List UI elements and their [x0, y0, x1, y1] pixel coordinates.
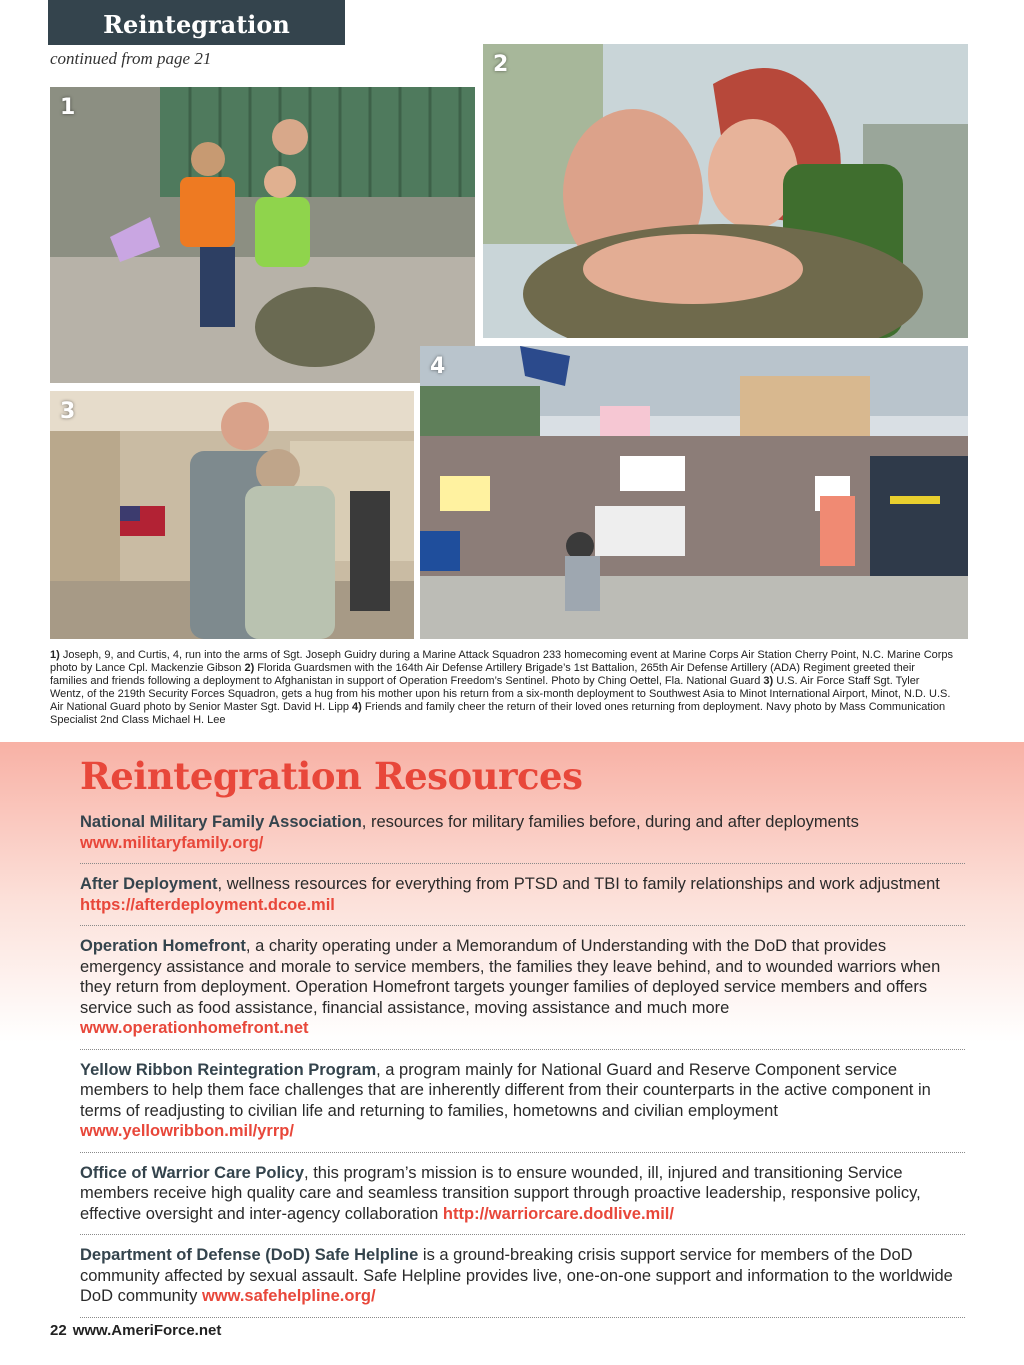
photo-3-airport-hug — [50, 391, 414, 639]
resource-description: is a ground-breaking crisis support service for members of the DoD community affected by sexual assault. Safe Helpline provides live, one-on-one support and information to the worldwide DoD community — [80, 1246, 953, 1305]
resource-description: , wellness resources for everything from PTSD and TBI to family relationships and work adjustment — [217, 875, 940, 893]
resource-link[interactable]: www.militaryfamily.org/ — [80, 833, 264, 852]
resources-title: Reintegration Resources — [80, 754, 583, 798]
resource-name: Department of Defense (DoD) Safe Helpline — [80, 1246, 419, 1264]
caption-text: Florida Guardsmen with the 164th Air Defense Artillery Brigade’s 1st Battalion, 265th Air Defense Artillery (ADA) Regiment greeted their families and friends following a deployment to Afghanistan in support of Operation Freedom’s Sentinel. Photo by Ching Oettel, Fla. National Guard — [50, 662, 915, 687]
photo-number: 1 — [60, 95, 76, 120]
resources-section — [0, 742, 1024, 1365]
resource-link[interactable]: www.operationhomefront.net — [80, 1019, 309, 1037]
resource-item — [80, 1060, 965, 1153]
caption-text: Friends and family cheer the return of their loved ones returning from deployment. Navy photo by Mass Communication Specialist 2nd Class Michael H. Lee — [50, 701, 946, 726]
caption-num: 4) — [352, 701, 362, 713]
caption-num: 3) — [763, 675, 774, 687]
photo-2-image — [483, 44, 968, 338]
resource-link[interactable]: www.yellowribbon.mil/yrrp/ — [80, 1122, 294, 1140]
photo-1-homecoming-children — [50, 87, 475, 383]
continued-note: continued from page 21 — [50, 49, 212, 68]
resource-name: Operation Homefront — [80, 937, 246, 955]
page-footer — [50, 1322, 221, 1339]
footer-site[interactable]: www.AmeriForce.net — [72, 1322, 222, 1339]
caption-text: Joseph, 9, and Curtis, 4, run into the arms of Sgt. Joseph Guidry during a Marine Attack Squadron 233 homecoming event at Marine Corps Air Station Cherry Point, N.C. Marine Corps photo by Lance Cpl. Mackenzie Gibson — [50, 649, 954, 674]
resource-description: , a charity operating under a Memorandum of Understanding with the DoD that provides emergency assistance and morale to service members, the families they leave behind, and to wounded warriors when they return from deployment. Operation Homefront targets younger families of deployed service members and offers service such as food assistance, financial assistance, moving assistance and much more — [80, 937, 941, 1017]
resource-link[interactable]: www.safehelpline.org/ — [201, 1287, 376, 1305]
photo-captions — [50, 649, 955, 727]
caption-num: 2) — [244, 662, 255, 674]
section-label: Reintegration — [48, 0, 345, 45]
resource-description: , resources for military families before, during and after deployments — [361, 813, 859, 831]
photo-number: 2 — [493, 52, 509, 77]
photo-number: 3 — [60, 399, 76, 424]
resource-link[interactable]: http://warriorcare.dodlive.mil/ — [442, 1204, 674, 1223]
resource-description: , a program mainly for National Guard and Reserve Component service members to help them face challenges that are inherently different from their counterparts in the active component in terms of readjusting to civilian life and returning to families, hometowns and civilian employment — [80, 1060, 931, 1120]
resource-item — [80, 1245, 965, 1318]
resource-link[interactable]: https://afterdeployment.dcoe.mil — [80, 895, 335, 914]
resource-item — [80, 936, 965, 1050]
caption-num: 1) — [50, 649, 60, 661]
resource-description: , this program’s mission is to ensure wounded, ill, injured and transitioning Service members receive high quality care and seamless transition support through proactive leadership, responsive policy, effective oversight and inter-agency collaboration — [80, 1163, 921, 1223]
page-number: 22 — [50, 1322, 67, 1339]
photo-4-pier-crowd — [420, 346, 968, 639]
resource-name: Yellow Ribbon Reintegration Program — [80, 1060, 377, 1079]
resources-list — [80, 812, 965, 1328]
caption-text: U.S. Air Force Staff Sgt. Tyler Wentz, of the 219th Security Forces Squadron, gets a hug from his mother upon his return from a six-month deployment to Southwest Asia to Minot International Airport, Minot, N.D. U.S. Air National Guard photo by Senior Master Sgt. David H. Lipp — [50, 675, 951, 713]
resource-name: National Military Family Association — [80, 813, 362, 831]
photo-4-image — [420, 346, 968, 639]
photo-number: 4 — [430, 354, 446, 379]
resource-name: Office of Warrior Care Policy — [80, 1163, 305, 1182]
resource-name: After Deployment — [80, 875, 218, 893]
photo-2-reunion-kiss — [483, 44, 968, 338]
resource-item — [80, 812, 965, 864]
photo-1-image — [50, 87, 475, 383]
resource-item — [80, 1163, 965, 1236]
resource-item — [80, 874, 965, 926]
photo-3-image — [50, 391, 414, 639]
